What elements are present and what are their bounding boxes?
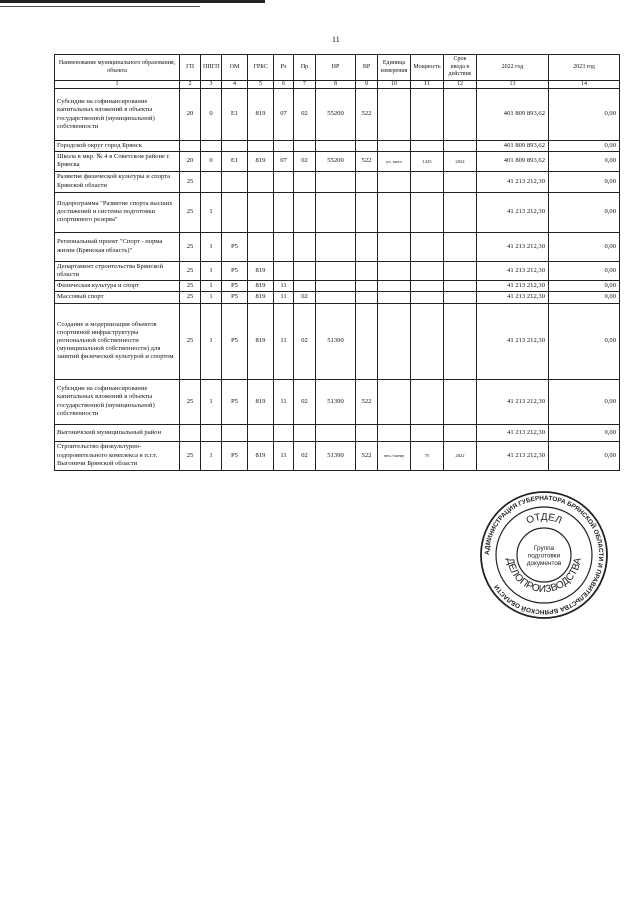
column-header: Пр xyxy=(294,55,316,81)
cell-term xyxy=(444,261,477,280)
cell-ppgp xyxy=(201,141,222,152)
cell-ppgp: 0 xyxy=(201,152,222,171)
column-number: 8 xyxy=(316,81,356,89)
table-row xyxy=(55,261,620,280)
column-header: 2023 год xyxy=(549,55,620,81)
column-number-row xyxy=(55,81,620,89)
table-row xyxy=(55,141,620,152)
row-name: Развитие физической культуры и спорта Брянской области xyxy=(55,171,180,192)
cell-y2023: 0,00 xyxy=(549,292,620,303)
cell-unit xyxy=(378,281,411,292)
cell-rz: 11 xyxy=(274,281,294,292)
cell-power xyxy=(411,303,444,379)
table-row xyxy=(55,192,620,232)
cell-om: P5 xyxy=(222,261,248,280)
cell-power xyxy=(411,424,444,441)
cell-term xyxy=(444,303,477,379)
cell-rz xyxy=(274,261,294,280)
cell-grbs: 819 xyxy=(248,303,274,379)
row-name: Субсидии на софинансирование капитальных вложений в объекты государственной (муниципальной) собственности xyxy=(55,379,180,424)
cell-rz: 11 xyxy=(274,379,294,424)
cell-gp: 25 xyxy=(180,379,201,424)
cell-vr: 522 xyxy=(356,379,378,424)
page-number: 11 xyxy=(332,35,340,44)
cell-unit xyxy=(378,171,411,192)
cell-pr: 02 xyxy=(294,379,316,424)
cell-pr xyxy=(294,171,316,192)
cell-term xyxy=(444,292,477,303)
svg-text:АДМИНИСТРАЦИЯ ГУБЕРНАТОРА БРЯН: АДМИНИСТРАЦИЯ ГУБЕРНАТОРА БРЯНСКОЙ ОБЛАСТИ И ПРАВИТЕЛЬСТВА БРЯНСКОЙ ОБЛАСТИ xyxy=(483,494,605,616)
column-header: ВР xyxy=(356,55,378,81)
cell-y2023: 0,00 xyxy=(549,152,620,171)
cell-gp: 25 xyxy=(180,261,201,280)
cell-unit xyxy=(378,379,411,424)
cell-unit xyxy=(378,192,411,232)
column-header: Срок ввода в действие xyxy=(444,55,477,81)
cell-ppgp xyxy=(201,171,222,192)
cell-om xyxy=(222,424,248,441)
cell-ppgp: 1 xyxy=(201,232,222,261)
column-header: НР xyxy=(316,55,356,81)
column-number: 5 xyxy=(248,81,274,89)
cell-unit xyxy=(378,89,411,141)
cell-pr xyxy=(294,192,316,232)
column-header: Наименование муниципального образования, объекта xyxy=(55,55,180,81)
table-row xyxy=(55,232,620,261)
column-header: 2022 год xyxy=(477,55,549,81)
cell-power xyxy=(411,192,444,232)
row-name: Городской округ город Брянск xyxy=(55,141,180,152)
top-rule-thin xyxy=(0,6,200,7)
cell-nr xyxy=(316,292,356,303)
row-name: Региональный проект "Спорт - норма жизни (Брянская область)" xyxy=(55,232,180,261)
column-number: 1 xyxy=(55,81,180,89)
column-number: 4 xyxy=(222,81,248,89)
cell-vr xyxy=(356,303,378,379)
cell-term xyxy=(444,379,477,424)
cell-ppgp: 1 xyxy=(201,292,222,303)
cell-om: P5 xyxy=(222,281,248,292)
cell-pr: 02 xyxy=(294,292,316,303)
row-name: Подпрограмма "Развитие спорта высших достижений и системы подготовки спортивного резерва" xyxy=(55,192,180,232)
cell-om: E1 xyxy=(222,89,248,141)
cell-gp: 25 xyxy=(180,171,201,192)
cell-power xyxy=(411,232,444,261)
cell-rz: 11 xyxy=(274,292,294,303)
column-number: 10 xyxy=(378,81,411,89)
cell-y2022: 41 213 212,30 xyxy=(477,379,549,424)
cell-unit: чел./смену xyxy=(378,441,411,470)
cell-power: 1225 xyxy=(411,152,444,171)
cell-grbs: 819 xyxy=(248,292,274,303)
cell-unit xyxy=(378,424,411,441)
cell-y2022: 41 213 212,30 xyxy=(477,171,549,192)
row-name: Школа в мкр. № 4 в Советском районе г. Брянска xyxy=(55,152,180,171)
column-header: Единица измерения xyxy=(378,55,411,81)
cell-grbs: 819 xyxy=(248,379,274,424)
cell-term xyxy=(444,89,477,141)
cell-term xyxy=(444,141,477,152)
top-rule xyxy=(0,0,265,3)
column-number: 9 xyxy=(356,81,378,89)
budget-table xyxy=(54,54,620,471)
cell-grbs: 819 xyxy=(248,89,274,141)
cell-om: P5 xyxy=(222,292,248,303)
cell-y2022: 41 213 212,30 xyxy=(477,261,549,280)
column-header: ГРБС xyxy=(248,55,274,81)
cell-om xyxy=(222,141,248,152)
table-row xyxy=(55,303,620,379)
cell-gp: 25 xyxy=(180,292,201,303)
cell-gp: 20 xyxy=(180,152,201,171)
cell-power xyxy=(411,379,444,424)
cell-vr: 522 xyxy=(356,89,378,141)
cell-y2022: 41 213 212,30 xyxy=(477,192,549,232)
cell-grbs xyxy=(248,232,274,261)
cell-pr xyxy=(294,261,316,280)
svg-text:ОТДЕЛ: ОТДЕЛ xyxy=(524,511,564,527)
cell-power: 75 xyxy=(411,441,444,470)
cell-pr xyxy=(294,141,316,152)
cell-nr: 51390 xyxy=(316,441,356,470)
cell-term xyxy=(444,281,477,292)
cell-nr xyxy=(316,261,356,280)
cell-ppgp xyxy=(201,424,222,441)
cell-term: 2022 xyxy=(444,152,477,171)
cell-y2023: 0,00 xyxy=(549,141,620,152)
cell-y2023: 0,00 xyxy=(549,89,620,141)
cell-y2022: 41 213 212,30 xyxy=(477,441,549,470)
svg-text:Группаподготовкидокументов: Группа подготовки документов xyxy=(526,545,562,567)
table-header-row xyxy=(55,55,620,81)
table-row xyxy=(55,379,620,424)
cell-ppgp: 1 xyxy=(201,192,222,232)
table-row xyxy=(55,292,620,303)
cell-term xyxy=(444,192,477,232)
cell-nr xyxy=(316,171,356,192)
svg-text:ДЕЛОПРОИЗВОДСТВА: ДЕЛОПРОИЗВОДСТВА xyxy=(504,557,584,596)
cell-om xyxy=(222,171,248,192)
cell-y2023: 0,00 xyxy=(549,379,620,424)
seal-stamp xyxy=(479,490,609,620)
cell-term xyxy=(444,232,477,261)
cell-grbs: 819 xyxy=(248,152,274,171)
cell-y2023: 0,00 xyxy=(549,281,620,292)
cell-pr: 02 xyxy=(294,303,316,379)
table-row xyxy=(55,152,620,171)
cell-om xyxy=(222,192,248,232)
cell-gp: 25 xyxy=(180,232,201,261)
cell-om: P5 xyxy=(222,441,248,470)
cell-y2022: 401 809 893,62 xyxy=(477,152,549,171)
cell-power xyxy=(411,292,444,303)
cell-power xyxy=(411,261,444,280)
cell-om: P5 xyxy=(222,232,248,261)
cell-pr xyxy=(294,281,316,292)
cell-vr: 522 xyxy=(356,152,378,171)
cell-gp: 25 xyxy=(180,281,201,292)
row-name: Субсидии на софинансирование капитальных вложений в объекты государственной (муниципальной) собственности xyxy=(55,89,180,141)
cell-nr xyxy=(316,141,356,152)
cell-vr: 522 xyxy=(356,441,378,470)
cell-y2022: 41 213 212,30 xyxy=(477,424,549,441)
cell-power xyxy=(411,141,444,152)
table-row xyxy=(55,424,620,441)
cell-vr xyxy=(356,261,378,280)
cell-vr xyxy=(356,232,378,261)
cell-grbs xyxy=(248,192,274,232)
column-header: ОМ xyxy=(222,55,248,81)
column-header: ППГП xyxy=(201,55,222,81)
cell-unit: уч. мест xyxy=(378,152,411,171)
cell-rz: 07 xyxy=(274,89,294,141)
cell-gp: 25 xyxy=(180,441,201,470)
cell-y2022: 41 213 212,30 xyxy=(477,232,549,261)
cell-gp: 20 xyxy=(180,89,201,141)
row-name: Департамент строительства Брянской области xyxy=(55,261,180,280)
cell-ppgp: 0 xyxy=(201,89,222,141)
cell-rz xyxy=(274,192,294,232)
cell-gp xyxy=(180,141,201,152)
cell-term xyxy=(444,171,477,192)
cell-rz: 11 xyxy=(274,303,294,379)
table-row xyxy=(55,441,620,470)
cell-unit xyxy=(378,141,411,152)
cell-rz xyxy=(274,232,294,261)
cell-grbs: 819 xyxy=(248,261,274,280)
column-header: Рз xyxy=(274,55,294,81)
cell-ppgp: 1 xyxy=(201,441,222,470)
cell-rz xyxy=(274,171,294,192)
cell-unit xyxy=(378,303,411,379)
cell-grbs: 819 xyxy=(248,441,274,470)
cell-ppgp: 1 xyxy=(201,379,222,424)
row-name: Выгоничский муниципальный район xyxy=(55,424,180,441)
cell-grbs xyxy=(248,424,274,441)
cell-nr xyxy=(316,424,356,441)
column-number: 7 xyxy=(294,81,316,89)
cell-rz xyxy=(274,424,294,441)
cell-vr xyxy=(356,141,378,152)
column-number: 3 xyxy=(201,81,222,89)
cell-pr xyxy=(294,424,316,441)
column-number: 2 xyxy=(180,81,201,89)
cell-nr: 51390 xyxy=(316,379,356,424)
cell-grbs xyxy=(248,171,274,192)
cell-nr: 55200 xyxy=(316,89,356,141)
table-row xyxy=(55,89,620,141)
cell-om: P5 xyxy=(222,303,248,379)
cell-y2023: 0,00 xyxy=(549,192,620,232)
cell-gp: 25 xyxy=(180,192,201,232)
row-name: Строительство физкультурно-оздоровительного комплекса в п.г.т. Выгоничи Брянской области xyxy=(55,441,180,470)
cell-power xyxy=(411,171,444,192)
column-header: ГП xyxy=(180,55,201,81)
cell-rz: 11 xyxy=(274,441,294,470)
cell-pr: 02 xyxy=(294,89,316,141)
column-header: Мощность xyxy=(411,55,444,81)
cell-vr xyxy=(356,424,378,441)
cell-nr xyxy=(316,192,356,232)
cell-y2023: 0,00 xyxy=(549,171,620,192)
cell-ppgp: 1 xyxy=(201,303,222,379)
column-number: 13 xyxy=(477,81,549,89)
cell-y2023: 0,00 xyxy=(549,232,620,261)
cell-power xyxy=(411,89,444,141)
cell-gp xyxy=(180,424,201,441)
cell-gp: 25 xyxy=(180,303,201,379)
row-name: Массовый спорт xyxy=(55,292,180,303)
cell-nr: 55200 xyxy=(316,152,356,171)
cell-om: E1 xyxy=(222,152,248,171)
cell-pr: 02 xyxy=(294,152,316,171)
column-number: 6 xyxy=(274,81,294,89)
cell-nr xyxy=(316,281,356,292)
cell-y2022: 41 213 212,30 xyxy=(477,281,549,292)
column-number: 11 xyxy=(411,81,444,89)
cell-unit xyxy=(378,232,411,261)
cell-unit xyxy=(378,261,411,280)
cell-y2022: 401 809 893,62 xyxy=(477,141,549,152)
cell-rz: 07 xyxy=(274,152,294,171)
column-number: 14 xyxy=(549,81,620,89)
cell-term: 2022 xyxy=(444,441,477,470)
cell-power xyxy=(411,281,444,292)
cell-vr xyxy=(356,171,378,192)
cell-ppgp: 1 xyxy=(201,261,222,280)
cell-y2022: 401 809 893,62 xyxy=(477,89,549,141)
cell-y2022: 41 213 212,30 xyxy=(477,303,549,379)
cell-y2023: 0,00 xyxy=(549,261,620,280)
cell-y2022: 41 213 212,30 xyxy=(477,292,549,303)
table-row xyxy=(55,281,620,292)
cell-unit xyxy=(378,292,411,303)
cell-rz xyxy=(274,141,294,152)
cell-y2023: 0,00 xyxy=(549,441,620,470)
cell-y2023: 0,00 xyxy=(549,424,620,441)
cell-vr xyxy=(356,292,378,303)
cell-grbs: 819 xyxy=(248,281,274,292)
cell-nr xyxy=(316,232,356,261)
column-number: 12 xyxy=(444,81,477,89)
cell-y2023: 0,00 xyxy=(549,303,620,379)
cell-ppgp: 1 xyxy=(201,281,222,292)
cell-vr xyxy=(356,192,378,232)
cell-nr: 51390 xyxy=(316,303,356,379)
cell-om: P5 xyxy=(222,379,248,424)
table-row xyxy=(55,171,620,192)
cell-term xyxy=(444,424,477,441)
cell-grbs xyxy=(248,141,274,152)
cell-vr xyxy=(356,281,378,292)
row-name: Физическая культура и спорт xyxy=(55,281,180,292)
row-name: Создание и модернизация объектов спортивной инфраструктуры региональной собственности (муниципальной собственности) для занятий физической культурой и спортом xyxy=(55,303,180,379)
cell-pr xyxy=(294,232,316,261)
cell-pr: 02 xyxy=(294,441,316,470)
